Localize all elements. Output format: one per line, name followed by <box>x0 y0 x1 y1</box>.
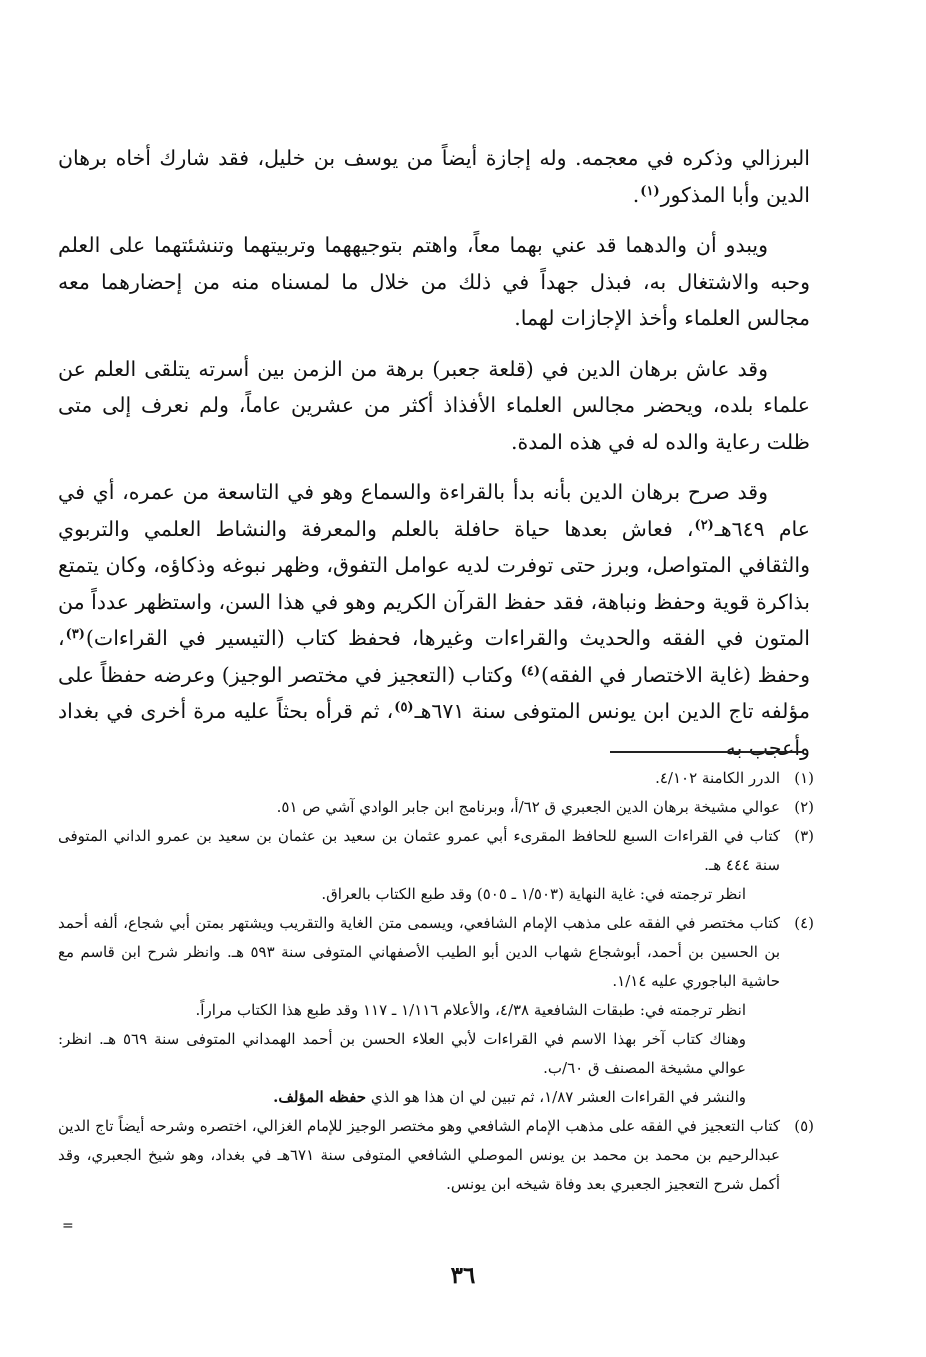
paragraph-4: وقد صرح برهان الدين بأنه بدأ بالقراءة والسماع وهو في التاسعة من عمره، أي في عام ٦٤٩هـ$^{(٢)}$، فعاش بعدها حياة حافلة بالعلم والمعرفة والنشاط العلمي والتربوي والثقافي المتواصل، وبرز حتى توفرت لديه عوامل التفوق، وظهر نبوغه وذكاؤه، وكان يتمتع بذاكرة قوية وحفظ ونباهة، فقد حفظ القرآن الكريم وهو في هذا السن، واستظهر عدداً من المتون في الفقه والحديث والقراءات وغيرها، فحفظ كتاب (التيسير في القراءات)$^{(٣)}$، وحفظ (غاية الاختصار في الفقه)$^{(٤)}$ وكتاب (التعجيز في مختصر الوجيز) وعرضه حفظاً على مؤلفه تاج الدين ابن يونس المتوفى سنة ٦٧١هـ$^{(٥)}$، ثم قرأه بحثاً عليه مرة أخرى في بغداد وأعجب به <box>58 480 811 760</box>
footnote-ref-1[interactable]: (١) <box>640 183 660 199</box>
footnote-5: (٥) كتاب التعجيز في الفقه على مذهب الإمام الشافعي وهو مختصر الوجيز للإمام الغزالي، اختصره وشرحه أيضاً تاج الدين عبدالرحيم بن محمد بن محمد بن يونس الموصلي الشافعي المتوفى سنة ٦٧١هـ في بغداد، وهو شيخ الجعبري، وقد أكمل شرح التعجيز الجعبري بعد وفاة شيخه ابن يونس. <box>58 1117 814 1193</box>
paragraph-2: ويبدو أن والدهما قد عني بهما معاً، واهتم بتوجيههما وتربيتهما وتنشئتهما على العلم وحبه والاشتغال به، فبذل جهداً في ذلك من خلال ما لمسناه منه من إحضارهما معه مجالس العلماء وأخذ الإجازات لهما. <box>58 233 810 330</box>
page-number: ٣٦ <box>450 1262 476 1289</box>
footnote-4: (٤) كتاب مختصر في الفقه على مذهب الإمام الشافعي، ويسمى متن الغاية والتقريب ويشتهر بمتن أبي شجاع، ألفه أحمد بن الحسين بن أحمد، أبوشجاع شهاب الدين أبو الطيب الأصفهاني المتوفى سنة ٥٩٣ هـ. وانظر شرح ابن قاسم مع حاشية الباجوري عليه ١/١٤. <box>58 914 814 990</box>
paragraph-1: البرزالي وذكره في معجمه. وله إجازة أيضاً من يوسف بن خليل، فقد شارك أخاه برهان الدين وأبا المذكور$^{(١)}$. <box>58 146 810 207</box>
footnote-ref-2[interactable]: (٢) <box>694 517 714 533</box>
footnote-ref-4[interactable]: (٤) <box>520 663 540 679</box>
footnote-2: (٢) عوالي مشيخة برهان الدين الجعبري ق ٦٢/أ، وبرنامج ابن جابر الوادي آشي ص ٥١. <box>276 798 814 816</box>
footnote-4-note-3: والنشر في القراءات العشر ١/٨٧، ثم تبين لي ان هذا هو الذي حفظه المؤلف. <box>273 1088 746 1106</box>
footnotes <box>58 764 814 1199</box>
paragraph-3: وقد عاش برهان الدين في (قلعة جعبر) برهة من الزمن بين أسرته يتلقى العلم عن علماء بلده، ويحضر مجالس العلماء الأفذاذ أكثر من عشرين عاماً، ولم نعرف إلى متى ظلت رعاية والده له في هذه المدة. <box>58 356 810 454</box>
continuation-mark: = <box>62 1218 74 1234</box>
footnote-3: (٣) كتاب في القراءات السبع للحافظ المقرىء أبي عمرو عثمان بن سعيد بن عثمان بن سعيد بن عمرو الداني المتوفى سنة ٤٤٤ هـ. <box>58 827 814 874</box>
footnote-4-note-1: انظر ترجمته في: طبقات الشافعية ٤/٣٨، والأعلام ١/١١٦ ـ ١١٧ وقد طبع هذا الكتاب مراراً. <box>195 1001 746 1019</box>
footnote-4-note-2: وهناك كتاب آخر بهذا الاسم في القراءات لأبي العلاء الحسن بن أحمد الهمداني المتوفى سنة ٥٦٩ هـ. انظر: عوالي مشيخة المصنف ق ٦٠/ب. <box>58 1030 746 1077</box>
footnote-3-note: انظر ترجمته في: غاية النهاية (١/٥٠٣ ـ ٥٠٥) وقد طبع الكتاب بالعراق. <box>321 885 746 903</box>
footnote-separator <box>610 751 804 753</box>
footnote-1: (١) الدرر الكامنة ٤/١٠٢. <box>655 769 814 787</box>
main-text <box>58 140 810 780</box>
footnote-ref-3[interactable]: (٣) <box>65 627 85 642</box>
footnote-ref-5[interactable]: (٥) <box>394 700 414 715</box>
